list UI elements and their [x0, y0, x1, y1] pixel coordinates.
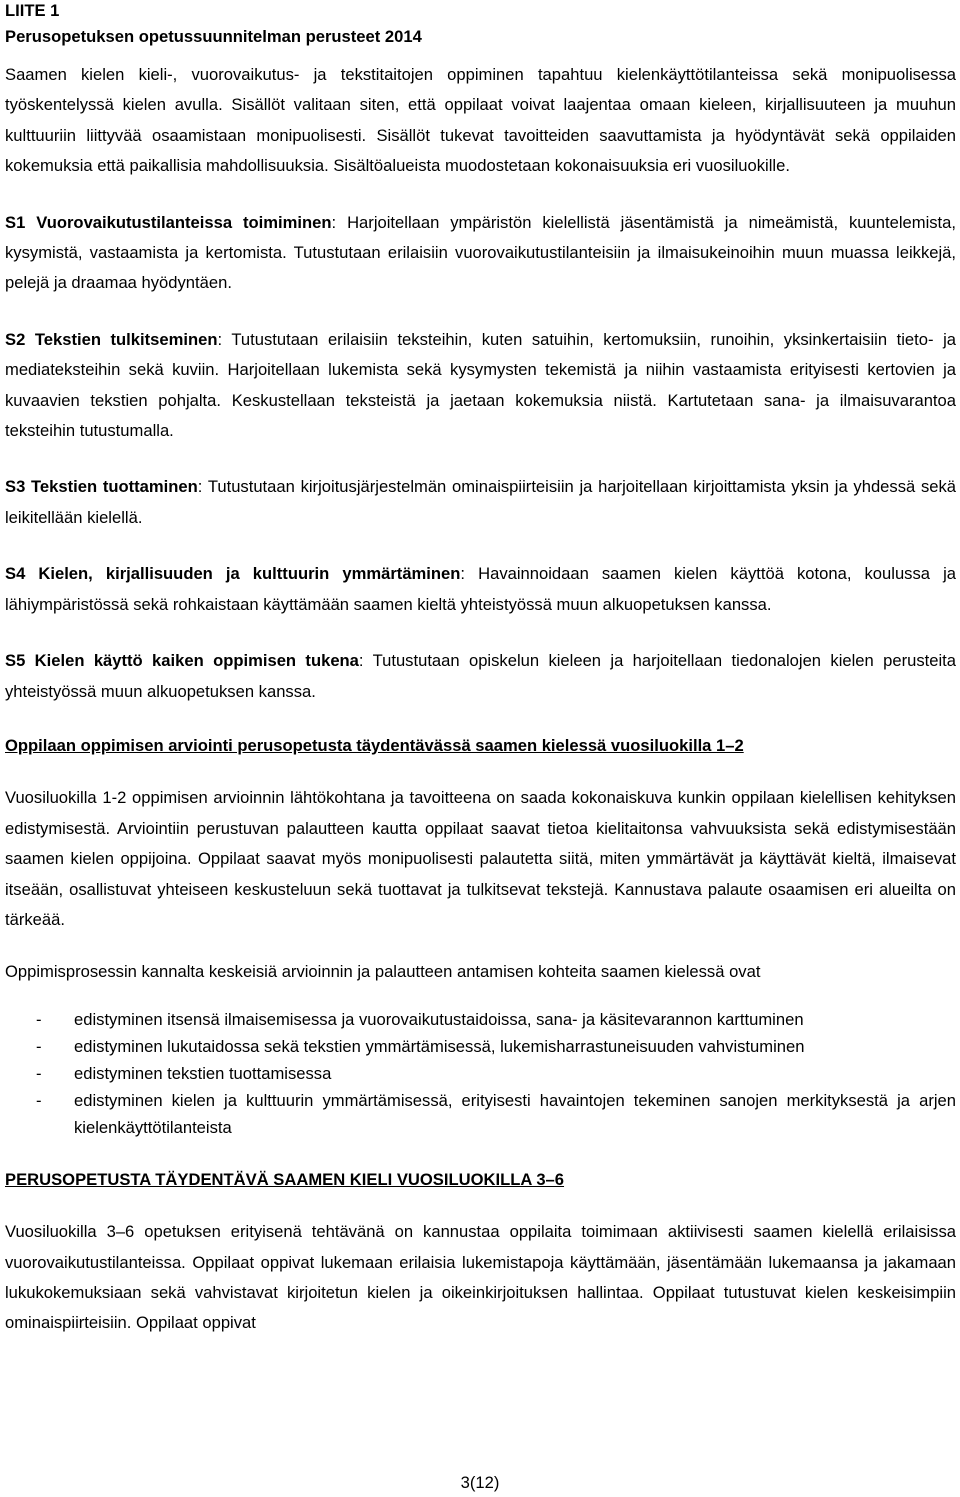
section-s1-text: : Harjoitellaan ympäristön kielellistä jäsentämistä ja nimeämistä, kuuntelemista, kysymistä, vastaamista ja kertomista. Tutustutaan erilaisiin vuorovaikutustilanteisiin ja ilmaisukeinoihin muun muassa leikkejä, pelejä ja draamaa hyödyntäen.	[5, 212, 957, 293]
assessment-paragraph-2: Oppimisprosessin kannalta keskeisiä arvioinnin ja palautteen antamisen kohteita saamen kielessä ovat	[5, 962, 761, 982]
assessment-heading: Oppilaan oppimisen arviointi perusopetusta täydentävässä saamen kielessä vuosiluokilla 1–2	[5, 735, 744, 755]
list-item-text: edistyminen itsensä ilmaisemisessa ja vuorovaikutustaidoissa, sana- ja käsitevarannon karttuminen	[74, 1009, 804, 1029]
grades-3-6-paragraph: Vuosiluokilla 3–6 opetuksen erityisenä tehtävänä on kannustaa oppilaita toimimaan aktiivisesti saamen kielellä erilaisissa vuorovaikutustilanteissa. Oppilaat oppivat lukemaan erilaisia lukemistapoja käyttämään, jäsentämään lukemaansa ja jakamaan lukukokemuksiaan sekä vahvistavat kirjoitetun kielen ja oikeinkirjoituksen hallintaa. Oppilaat tutustuvat kielen keskeisimpiin ominaispiirteisiin. Oppilaat oppivat	[5, 1222, 956, 1333]
list-dash: -	[36, 1063, 42, 1083]
section-s5	[5, 646, 956, 707]
list-item	[5, 1006, 956, 1033]
section-s4-text: : Havainnoidaan saamen kielen käyttöä kotona, koulussa ja lähiympäristössä sekä rohkaistaan käyttämään saamen kieltä yhteistyössä muun alkuopetuksen kanssa.	[5, 564, 956, 614]
list-item	[5, 1087, 956, 1141]
intro-paragraph: Saamen kielen kieli-, vuorovaikutus- ja tekstitaitojen oppiminen tapahtuu kielenkäyttötilanteissa sekä monipuolisessa työskentelyssä kielen avulla. Sisällöt valitaan siten, että oppilaat voivat laajentaa omaan kieleen, kirjallisuuteen ja muuhun kulttuuriin liittyvää osaamistaan monipuolisesti. Sisällöt tukevat tavoitteiden saavuttamista ja hyödyntävät sekä oppilaiden kokemuksia että paikallisia mahdollisuuksia. Sisältöalueista muodostetaan kokonaisuuksia eri vuosiluokille.	[5, 65, 956, 176]
section-s1-heading: S1 Vuorovaikutustilanteissa toimiminen	[5, 212, 332, 232]
section-s3-text: : Tutustutaan kirjoitusjärjestelmän ominaispiirteisiin ja harjoitellaan kirjoittamista yksin ja yhdessä sekä leikitellään kielellä.	[5, 477, 956, 527]
section-s5-heading: S5 Kielen käyttö kaiken oppimisen tukena	[5, 651, 359, 671]
page-number: 3(12)	[460, 1473, 500, 1492]
section-s4-heading: S4 Kielen, kirjallisuuden ja kulttuurin ymmärtäminen	[5, 564, 461, 584]
list-dash: -	[36, 1036, 42, 1056]
section-s2	[5, 325, 956, 447]
assessment-list	[5, 1006, 956, 1141]
list-dash: -	[36, 1009, 42, 1029]
section-s2-heading: S2 Tekstien tulkitseminen	[5, 329, 218, 349]
section-s4	[5, 559, 956, 620]
list-item-text: edistyminen kielen ja kulttuurin ymmärtämisessä, erityisesti havaintojen tekeminen sanojen merkityksestä ja arjen kielenkäyttötilanteista	[74, 1090, 956, 1137]
section-s5-text: : Tutustutaan opiskelun kieleen ja harjoitellaan tiedonalojen kielen perusteita yhteistyössä muun alkuopetuksen kanssa.	[5, 651, 956, 701]
document-title: Perusopetuksen opetussuunnitelman perusteet 2014	[5, 27, 422, 46]
list-item-text: edistyminen lukutaidossa sekä tekstien ymmärtämisessä, lukemisharrastuneisuuden vahvistuminen	[74, 1036, 805, 1056]
list-dash: -	[36, 1090, 42, 1110]
section-s3	[5, 472, 956, 533]
list-item	[5, 1060, 956, 1087]
grades-3-6-heading: PERUSOPETUSTA TÄYDENTÄVÄ SAAMEN KIELI VUOSILUOKILLA 3–6	[5, 1169, 565, 1189]
section-s1	[5, 208, 956, 299]
assessment-paragraph-1: Vuosiluokilla 1-2 oppimisen arvioinnin lähtökohtana ja tavoitteena on saada kokonaiskuva kunkin oppilaan kielellisen kehityksen edistymisestä. Arviointiin perustuvan palautteen kautta oppilaat saavat tietoa kielitaitonsa vahvuuksista sekä edistymisestään saamen kielen oppijoina. Oppilaat saavat myös monipuolisesti palautetta siitä, miten ymmärtävät ja käyttävät kieltä, ilmaisevat itseään, osallistuvat yhteiseen keskusteluun sekä tuottavat ja tulkitsevat tekstejä. Kannustava palaute osaamisen eri alueilta on tärkeää.	[5, 788, 956, 929]
appendix-label: LIITE 1	[5, 1, 60, 20]
list-item-text: edistyminen tekstien tuottamisessa	[74, 1063, 332, 1083]
list-item	[5, 1033, 956, 1060]
section-s2-text: : Tutustutaan erilaisiin teksteihin, kuten satuihin, kertomuksiin, runoihin, yksinkertaisiin tieto- ja mediateksteihin sekä kuviin. Harjoitellaan lukemista sekä kysymysten tekemistä ja niihin vastaamista erityisesti kertovien ja kuvaavien tekstien pohjalta. Keskustellaan teksteistä ja jaetaan kokemuksia niistä. Kartutetaan sana- ja ilmaisuvarantoa teksteihin tutustumalla.	[5, 329, 956, 441]
section-s3-heading: S3 Tekstien tuottaminen	[5, 477, 198, 497]
document-page	[5, 0, 956, 1339]
